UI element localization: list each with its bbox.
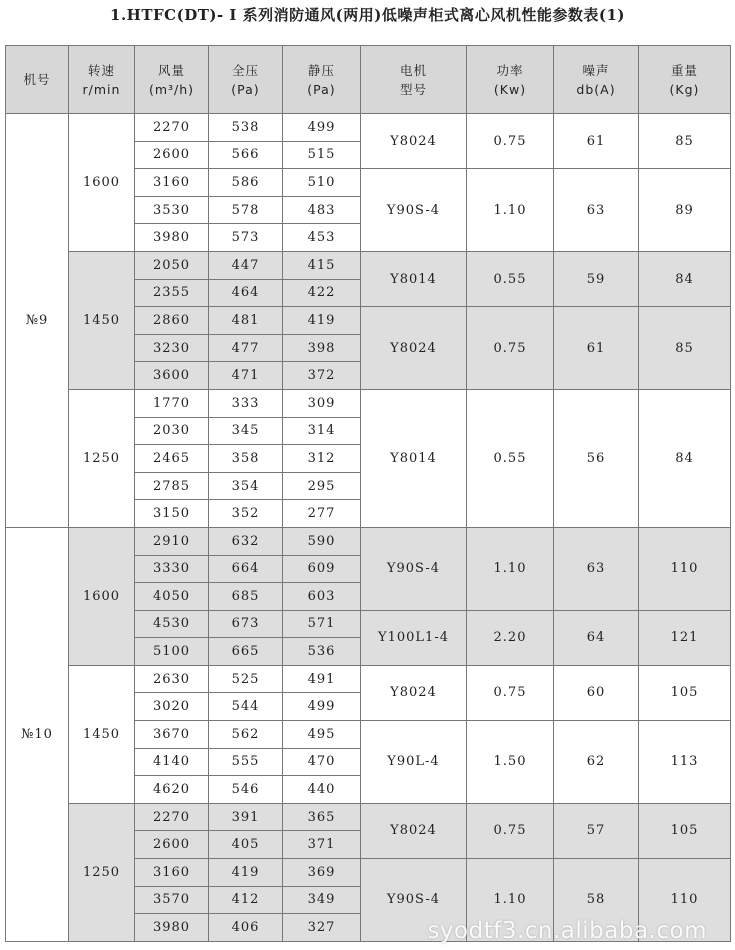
- header-weight: [639, 46, 731, 114]
- table-row: [6, 803, 731, 831]
- cell-static-pressure: 312: [283, 445, 361, 473]
- cell-motor: Y90S-4: [361, 859, 467, 942]
- header-line: (m³/h): [148, 81, 195, 97]
- cell-total-pressure: 419: [209, 859, 283, 887]
- header-line: (Kw): [493, 81, 527, 97]
- header-line: (Pa): [231, 81, 260, 97]
- cell-total-pressure: 525: [209, 665, 283, 693]
- cell-total-pressure: 664: [209, 555, 283, 583]
- cell-noise: 56: [554, 389, 639, 527]
- cell-airflow: 3530: [135, 196, 209, 224]
- cell-static-pressure: 499: [283, 114, 361, 142]
- header-line: 功率: [496, 62, 524, 78]
- cell-power: 1.10: [467, 169, 554, 252]
- cell-total-pressure: 573: [209, 224, 283, 252]
- cell-noise: 64: [554, 610, 639, 665]
- cell-total-pressure: 538: [209, 114, 283, 142]
- cell-airflow: 4530: [135, 610, 209, 638]
- cell-speed: 1250: [69, 389, 135, 527]
- cell-airflow: 2785: [135, 472, 209, 500]
- cell-power: 0.55: [467, 251, 554, 306]
- header-line: 型号: [399, 81, 427, 97]
- cell-noise: 57: [554, 803, 639, 858]
- cell-speed: 1450: [69, 251, 135, 389]
- cell-weight: 84: [639, 251, 731, 306]
- cell-noise: 63: [554, 527, 639, 610]
- cell-model: №10: [6, 527, 69, 941]
- cell-total-pressure: 447: [209, 251, 283, 279]
- cell-total-pressure: 544: [209, 693, 283, 721]
- cell-static-pressure: 314: [283, 417, 361, 445]
- cell-airflow: 3160: [135, 169, 209, 197]
- cell-airflow: 1770: [135, 389, 209, 417]
- cell-total-pressure: 333: [209, 389, 283, 417]
- header-line: 重量: [670, 62, 698, 78]
- cell-static-pressure: 372: [283, 362, 361, 390]
- cell-airflow: 4050: [135, 583, 209, 611]
- cell-static-pressure: 571: [283, 610, 361, 638]
- cell-static-pressure: 470: [283, 748, 361, 776]
- cell-static-pressure: 422: [283, 279, 361, 307]
- cell-total-pressure: 391: [209, 803, 283, 831]
- cell-motor: Y8014: [361, 389, 467, 527]
- cell-motor: Y8014: [361, 251, 467, 306]
- cell-airflow: 3330: [135, 555, 209, 583]
- cell-static-pressure: 349: [283, 886, 361, 914]
- header-total-pressure: [209, 46, 283, 114]
- header-line: 机号: [23, 72, 51, 87]
- cell-total-pressure: 566: [209, 141, 283, 169]
- cell-static-pressure: 369: [283, 859, 361, 887]
- cell-total-pressure: 555: [209, 748, 283, 776]
- cell-static-pressure: 398: [283, 334, 361, 362]
- cell-airflow: 2630: [135, 665, 209, 693]
- cell-power: 1.10: [467, 527, 554, 610]
- cell-static-pressure: 453: [283, 224, 361, 252]
- cell-noise: 60: [554, 665, 639, 720]
- cell-airflow: 3980: [135, 224, 209, 252]
- cell-weight: 105: [639, 803, 731, 858]
- cell-airflow: 2355: [135, 279, 209, 307]
- cell-motor: Y90S-4: [361, 169, 467, 252]
- cell-static-pressure: 510: [283, 169, 361, 197]
- page-title: 1.HTFC(DT)- Ⅰ 系列消防通风(两用)低噪声柜式离心风机性能参数表(1): [110, 6, 625, 24]
- cell-static-pressure: 495: [283, 721, 361, 749]
- table-row: [6, 665, 731, 693]
- cell-weight: 110: [639, 859, 731, 942]
- cell-noise: 62: [554, 721, 639, 804]
- header-static-pressure: [283, 46, 361, 114]
- cell-weight: 85: [639, 114, 731, 169]
- cell-airflow: 5100: [135, 638, 209, 666]
- cell-static-pressure: 371: [283, 831, 361, 859]
- cell-static-pressure: 415: [283, 251, 361, 279]
- cell-static-pressure: 515: [283, 141, 361, 169]
- cell-total-pressure: 673: [209, 610, 283, 638]
- header-line: r/min: [82, 81, 121, 97]
- header-line: 全压: [231, 62, 259, 78]
- cell-airflow: 2270: [135, 114, 209, 142]
- header-line: db(A): [576, 81, 616, 97]
- header-line: 电机: [399, 62, 427, 78]
- header-line: 风量: [157, 62, 185, 78]
- cell-static-pressure: 419: [283, 307, 361, 335]
- header-line: (Kg): [669, 81, 700, 97]
- cell-power: 1.10: [467, 859, 554, 942]
- cell-static-pressure: 483: [283, 196, 361, 224]
- cell-airflow: 2030: [135, 417, 209, 445]
- header-speed: [69, 46, 135, 114]
- cell-speed: 1250: [69, 803, 135, 941]
- cell-weight: 110: [639, 527, 731, 610]
- cell-weight: 84: [639, 389, 731, 527]
- cell-static-pressure: 440: [283, 776, 361, 804]
- cell-motor: Y8024: [361, 803, 467, 858]
- cell-weight: 89: [639, 169, 731, 252]
- cell-total-pressure: 481: [209, 307, 283, 335]
- cell-airflow: 2600: [135, 831, 209, 859]
- cell-weight: 105: [639, 665, 731, 720]
- header-motor: [361, 46, 467, 114]
- cell-total-pressure: 358: [209, 445, 283, 473]
- header-line: (Pa): [307, 81, 336, 97]
- cell-static-pressure: 365: [283, 803, 361, 831]
- cell-total-pressure: 412: [209, 886, 283, 914]
- cell-total-pressure: 405: [209, 831, 283, 859]
- cell-static-pressure: 536: [283, 638, 361, 666]
- cell-motor: Y90L-4: [361, 721, 467, 804]
- cell-total-pressure: 471: [209, 362, 283, 390]
- cell-static-pressure: 491: [283, 665, 361, 693]
- header-line: 噪声: [582, 62, 610, 78]
- cell-power: 0.75: [467, 114, 554, 169]
- cell-total-pressure: 345: [209, 417, 283, 445]
- cell-power: 2.20: [467, 610, 554, 665]
- header-power: [467, 46, 554, 114]
- cell-weight: 121: [639, 610, 731, 665]
- cell-static-pressure: 603: [283, 583, 361, 611]
- cell-static-pressure: 499: [283, 693, 361, 721]
- cell-airflow: 2270: [135, 803, 209, 831]
- cell-motor: Y8024: [361, 114, 467, 169]
- cell-airflow: 3160: [135, 859, 209, 887]
- cell-total-pressure: 685: [209, 583, 283, 611]
- cell-total-pressure: 632: [209, 527, 283, 555]
- cell-total-pressure: 354: [209, 472, 283, 500]
- table-row: [6, 114, 731, 142]
- cell-airflow: 4620: [135, 776, 209, 804]
- cell-speed: 1450: [69, 665, 135, 803]
- cell-total-pressure: 477: [209, 334, 283, 362]
- header-line: 转速: [87, 62, 115, 78]
- header-noise: [554, 46, 639, 114]
- cell-airflow: 2465: [135, 445, 209, 473]
- cell-static-pressure: 609: [283, 555, 361, 583]
- cell-noise: 59: [554, 251, 639, 306]
- cell-airflow: 4140: [135, 748, 209, 776]
- cell-static-pressure: 590: [283, 527, 361, 555]
- table-row: [6, 251, 731, 279]
- cell-total-pressure: 562: [209, 721, 283, 749]
- watermark: syodtf3.cn.alibaba.com: [427, 918, 707, 944]
- cell-airflow: 3150: [135, 500, 209, 528]
- cell-total-pressure: 464: [209, 279, 283, 307]
- cell-motor: Y8024: [361, 307, 467, 390]
- cell-noise: 61: [554, 114, 639, 169]
- cell-noise: 58: [554, 859, 639, 942]
- cell-motor: Y8024: [361, 665, 467, 720]
- cell-airflow: 3020: [135, 693, 209, 721]
- table-row: [6, 389, 731, 417]
- cell-power: 1.50: [467, 721, 554, 804]
- cell-noise: 63: [554, 169, 639, 252]
- cell-total-pressure: 546: [209, 776, 283, 804]
- cell-power: 0.75: [467, 665, 554, 720]
- cell-weight: 85: [639, 307, 731, 390]
- header-model: [6, 46, 69, 114]
- cell-airflow: 2600: [135, 141, 209, 169]
- cell-static-pressure: 295: [283, 472, 361, 500]
- cell-speed: 1600: [69, 527, 135, 665]
- cell-total-pressure: 406: [209, 914, 283, 942]
- performance-table: [5, 45, 731, 942]
- cell-motor: Y90S-4: [361, 527, 467, 610]
- cell-total-pressure: 586: [209, 169, 283, 197]
- table-body: [6, 114, 731, 942]
- cell-power: 0.75: [467, 307, 554, 390]
- cell-airflow: 3670: [135, 721, 209, 749]
- cell-airflow: 3230: [135, 334, 209, 362]
- header-row: [6, 46, 731, 114]
- cell-airflow: 3980: [135, 914, 209, 942]
- table-row: [6, 527, 731, 555]
- cell-airflow: 3570: [135, 886, 209, 914]
- cell-static-pressure: 309: [283, 389, 361, 417]
- cell-noise: 61: [554, 307, 639, 390]
- header-airflow: [135, 46, 209, 114]
- cell-airflow: 2860: [135, 307, 209, 335]
- cell-power: 0.75: [467, 803, 554, 858]
- cell-airflow: 3600: [135, 362, 209, 390]
- cell-weight: 113: [639, 721, 731, 804]
- cell-total-pressure: 665: [209, 638, 283, 666]
- cell-static-pressure: 327: [283, 914, 361, 942]
- cell-airflow: 2050: [135, 251, 209, 279]
- header-line: 静压: [307, 62, 335, 78]
- cell-airflow: 2910: [135, 527, 209, 555]
- cell-total-pressure: 578: [209, 196, 283, 224]
- cell-speed: 1600: [69, 114, 135, 252]
- cell-power: 0.55: [467, 389, 554, 527]
- cell-model: №9: [6, 114, 69, 528]
- cell-static-pressure: 277: [283, 500, 361, 528]
- cell-total-pressure: 352: [209, 500, 283, 528]
- cell-motor: Y100L1-4: [361, 610, 467, 665]
